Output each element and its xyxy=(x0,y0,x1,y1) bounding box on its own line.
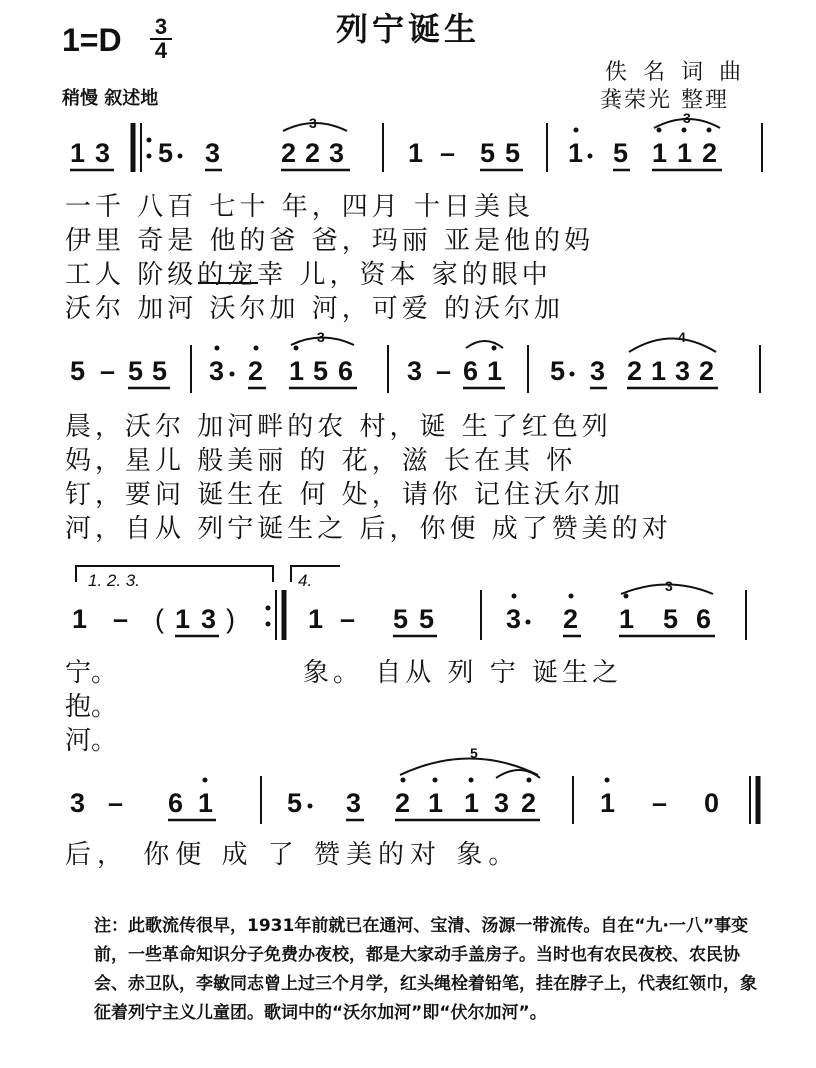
note: 2 xyxy=(627,356,643,386)
note: 3 xyxy=(506,604,522,634)
note: 6 xyxy=(463,356,479,386)
note: 2 xyxy=(305,138,321,168)
note: 1 xyxy=(198,788,214,818)
note: 3 xyxy=(675,356,691,386)
paren-close: ) xyxy=(226,604,235,634)
dash: – xyxy=(113,604,129,634)
note: 5 xyxy=(480,138,496,168)
note: 5 xyxy=(152,356,168,386)
triplet-mark: 3 xyxy=(309,115,317,131)
volta-1: 1. 2. 3. xyxy=(88,571,140,590)
triplet-mark: 3 xyxy=(317,329,325,345)
dash: – xyxy=(100,356,116,386)
note: 1 xyxy=(651,356,667,386)
note: 2 xyxy=(395,788,411,818)
note: 1 xyxy=(175,604,191,634)
note: 5 xyxy=(128,356,144,386)
note: 0 xyxy=(704,788,720,818)
note: 1 xyxy=(600,788,616,818)
note: 1 xyxy=(308,604,324,634)
footnote: 注：此歌流传很早，1931年前就已在通河、宝清、汤源一带流传。自在“九·一八”事变前，一些革命知识分子免费办夜校，都是大家动手盖房子。当时也有农民夜校、农民协会、赤卫队，李敏同志曾上过三个月学，红头绳栓着铅笔，挂在脖子上，代表红领巾，象征着列宁主义儿童团。歌词中的“沃尔加河”即“伏尔加河”。 xyxy=(94,916,757,1023)
note: 1 xyxy=(70,138,86,168)
lyric-line2-verse2: 妈，星儿 般美丽 的 花，滋 长在其 怀 xyxy=(65,446,577,476)
system-2 xyxy=(70,329,760,393)
lyric-line2-verse1: 晨，沃尔 加河畔的农 村，诞 生了红色列 xyxy=(65,412,612,442)
note: 1 xyxy=(72,604,88,634)
triplet-mark: 3 xyxy=(665,578,673,594)
note: 5 xyxy=(505,138,521,168)
note: 5 xyxy=(70,356,86,386)
lyric-line1-verse3: 工人 阶级的宠幸 儿，资本 家的眼中 xyxy=(65,260,552,290)
note: 2 xyxy=(521,788,537,818)
lyric-line3-ending: 象。 自从 列 宁 诞生之 xyxy=(303,658,623,688)
note: 1 xyxy=(408,138,424,168)
lyric-line3-verse1: 宁。 xyxy=(65,658,118,688)
note: 3 xyxy=(407,356,423,386)
credit-composer: 佚名词曲 xyxy=(605,60,758,85)
lyric-line1-verse4: 沃尔 加河 沃尔加 河，可爱 的沃尔加 xyxy=(65,294,565,324)
note: 5 xyxy=(313,356,329,386)
note: 5 xyxy=(393,604,409,634)
time-signature-top: 3 xyxy=(150,16,172,40)
credit-arranger: 龚荣光 整理 xyxy=(600,88,729,113)
note: 5 xyxy=(550,356,566,386)
dash: – xyxy=(340,604,356,634)
key-signature: 1=D xyxy=(62,22,122,58)
note: 6 xyxy=(696,604,712,634)
note: 2 xyxy=(281,138,297,168)
note: 2 xyxy=(699,356,715,386)
dash: – xyxy=(440,138,456,168)
lyric-line2-verse4: 河，自从 列宁诞生之 后，你便 成了赞美的对 xyxy=(65,514,672,544)
note: 3 xyxy=(95,138,111,168)
note: 3 xyxy=(346,788,362,818)
lyric-line3-verse3: 河。 xyxy=(65,726,118,756)
note: 1 xyxy=(568,138,584,168)
note: 2 xyxy=(563,604,579,634)
note: 1 xyxy=(464,788,480,818)
note: 3 xyxy=(494,788,510,818)
system-3 xyxy=(72,566,746,640)
lyric-line1-verse2: 伊里 奇是 他的爸 爸，玛丽 亚是他的妈 xyxy=(65,226,595,256)
lyric-line2-verse3: 钉，要问 诞生在 何 处，请你 记住沃尔加 xyxy=(65,480,625,510)
note: 1 xyxy=(289,356,305,386)
paren-open: ( xyxy=(155,604,164,634)
volta-2: 4. xyxy=(298,571,313,590)
lyric-line1-verse1: 一千 八百 七十 年，四月 十日美良 xyxy=(65,192,535,222)
note: 1 xyxy=(677,138,693,168)
note: 6 xyxy=(168,788,184,818)
system-4 xyxy=(70,745,758,824)
note: 5 xyxy=(419,604,435,634)
time-signature-bottom: 4 xyxy=(154,38,168,63)
note: 3 xyxy=(590,356,606,386)
note: 1 xyxy=(619,604,635,634)
dash: – xyxy=(436,356,452,386)
note: 2 xyxy=(702,138,718,168)
note: 5 xyxy=(613,138,629,168)
note: 3 xyxy=(70,788,86,818)
note: 1 xyxy=(487,356,503,386)
note: 5 xyxy=(158,138,174,168)
system-1 xyxy=(70,110,762,172)
note: 5 xyxy=(287,788,303,818)
note: 3 xyxy=(209,356,225,386)
tempo-marking: 稍慢 叙述地 xyxy=(62,88,159,109)
dash: – xyxy=(652,788,668,818)
dash: – xyxy=(108,788,124,818)
note: 6 xyxy=(338,356,354,386)
note: 1 xyxy=(652,138,668,168)
note: 3 xyxy=(329,138,345,168)
quad-mark: 4 xyxy=(678,329,686,345)
note: 1 xyxy=(428,788,444,818)
quintuplet-mark: 5 xyxy=(470,745,478,761)
note: 5 xyxy=(663,604,679,634)
lyric-line4: 后， 你便 成 了 赞美的对 象。 xyxy=(65,840,521,870)
note: 3 xyxy=(205,138,221,168)
note: 2 xyxy=(248,356,264,386)
lyric-line3-verse2: 抱。 xyxy=(65,692,118,722)
triplet-mark: 3 xyxy=(683,110,691,126)
note: 3 xyxy=(201,604,217,634)
song-title: 列宁诞生 xyxy=(335,10,480,48)
